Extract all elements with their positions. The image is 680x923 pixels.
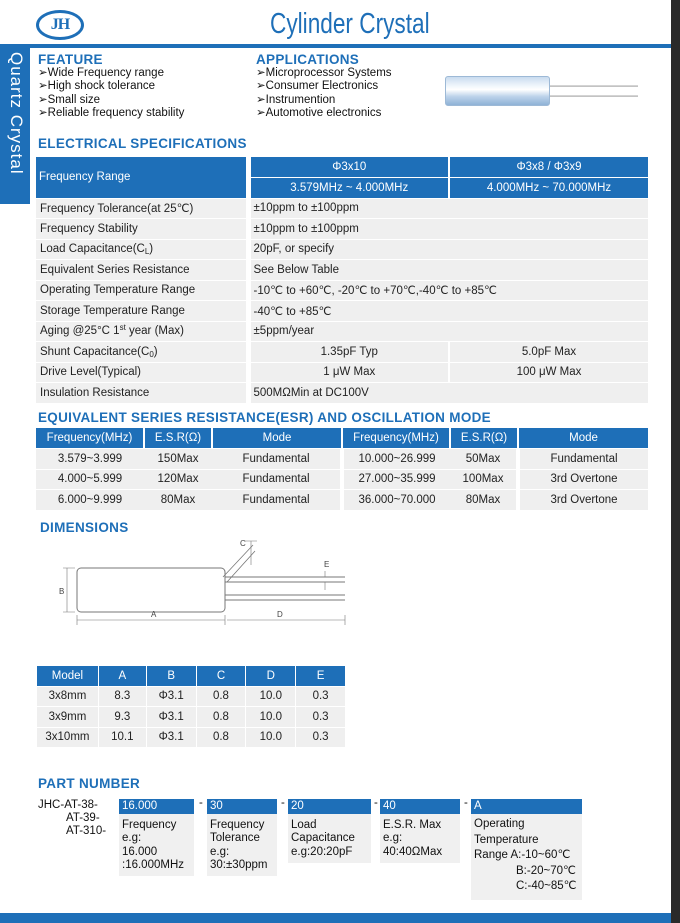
table-cell: 0.3 — [296, 707, 346, 728]
list-item: ➢Reliable frequency stability — [38, 107, 185, 120]
table-cell: Φ3.1 — [146, 686, 196, 707]
dim-label-a: A — [151, 610, 157, 619]
row-value: -40℃ to +85℃ — [248, 301, 648, 322]
table-cell: 3rd Overtone — [518, 469, 648, 490]
table-row — [36, 321, 648, 342]
table-cell: 0.8 — [196, 686, 246, 707]
col-header: Frequency(MHz) — [36, 428, 144, 449]
part-separator: - — [199, 797, 203, 809]
list-item: ➢Wide Frequency range — [38, 67, 164, 79]
row-label: Aging @25°C 1st year (Max) — [36, 321, 248, 342]
list-item: ➢Automotive electronics — [256, 107, 382, 120]
table-row — [37, 666, 346, 687]
table-row — [36, 428, 648, 449]
header-divider — [0, 44, 671, 48]
part-prefix: JHC-AT-38- AT-39- AT-310- — [38, 799, 107, 837]
part-code-frequency: 16.000 — [119, 799, 194, 814]
dimensions-table — [36, 665, 346, 748]
row-value: ±10ppm to ±100ppm — [248, 219, 648, 240]
table-cell: Fundamental — [212, 449, 342, 470]
table-cell: 0.8 — [196, 727, 246, 748]
dim-label-e: E — [324, 560, 330, 569]
part-desc-temperature: Operating Temperature Range A:-10~60℃ B:-20~70℃ C:-40~85℃ — [471, 814, 582, 900]
table-cell: 8.3 — [98, 686, 146, 707]
freq-range-label: Frequency Range — [36, 157, 248, 198]
table-cell: Φ3.1 — [146, 707, 196, 728]
table-cell: 10.0 — [246, 727, 296, 748]
row-label: Equivalent Series Resistance — [36, 260, 248, 281]
crystal-photo — [445, 76, 550, 106]
table-row — [36, 280, 648, 301]
row-value: -10℃ to +60℃, -20℃ to +70℃,-40℃ to +85℃ — [248, 280, 648, 301]
table-cell: 4.000~5.999 — [36, 469, 144, 490]
table-cell: Φ3.1 — [146, 727, 196, 748]
table-cell: 9.3 — [98, 707, 146, 728]
table-cell: 36.000~70.000 — [342, 490, 450, 511]
row-value: 1.35pF Typ — [248, 342, 449, 363]
table-cell: 27.000~35.999 — [342, 469, 450, 490]
table-row — [36, 301, 648, 322]
col-header: A — [98, 666, 146, 687]
table-row — [36, 469, 648, 490]
table-row — [37, 707, 346, 728]
dim-label-b: B — [59, 587, 65, 596]
col-range: 3.579MHz ~ 4.000MHz — [248, 178, 449, 199]
table-cell: 3.579~3.999 — [36, 449, 144, 470]
electrical-spec-table — [36, 157, 648, 404]
part-desc-tolerance: Frequency Tolerance e.g: 30:±30ppm — [207, 814, 277, 876]
table-cell: 10.0 — [246, 707, 296, 728]
row-label: Storage Temperature Range — [36, 301, 248, 322]
row-label: Load Capacitance(CL) — [36, 239, 248, 260]
part-code-esr: 40 — [380, 799, 460, 814]
feature-list — [38, 67, 184, 121]
table-cell: 3x10mm — [37, 727, 99, 748]
list-item: ➢Instrumention — [256, 93, 336, 106]
col-header: C — [196, 666, 246, 687]
table-cell: 6.000~9.999 — [36, 490, 144, 511]
part-number-title: PART NUMBER — [38, 776, 141, 791]
row-value: ±5ppm/year — [248, 321, 648, 342]
part-separator: - — [374, 797, 378, 809]
row-value: ±10ppm to ±100ppm — [248, 198, 648, 219]
table-cell: 10.0 — [246, 686, 296, 707]
list-item: ➢Microprocessor Systems — [256, 67, 392, 79]
part-code-load: 20 — [288, 799, 371, 814]
row-value: See Below Table — [248, 260, 648, 281]
col-header: Mode — [212, 428, 342, 449]
table-row — [36, 449, 648, 470]
dim-label-c: C — [240, 539, 246, 548]
table-row — [36, 362, 648, 383]
table-cell: 10.1 — [98, 727, 146, 748]
table-cell: 150Max — [144, 449, 212, 470]
table-row — [36, 219, 648, 240]
applications-title: APPLICATIONS — [256, 52, 360, 67]
table-cell: Fundamental — [212, 469, 342, 490]
feature-title: FEATURE — [38, 52, 103, 67]
table-cell: 3x9mm — [37, 707, 99, 728]
col-range: 4.000MHz ~ 70.000MHz — [449, 178, 648, 199]
table-row — [36, 490, 648, 511]
table-row — [37, 686, 346, 707]
part-desc-load: Load Capacitance e.g:20:20pF — [288, 814, 371, 863]
col-header: Φ3x10 — [248, 157, 449, 178]
col-header: Frequency(MHz) — [342, 428, 450, 449]
table-cell: 80Max — [450, 490, 518, 511]
list-item: ➢Consumer Electronics — [256, 80, 379, 93]
part-desc-esr: E.S.R. Max e.g: 40:40ΩMax — [380, 814, 460, 863]
col-header: E — [296, 666, 346, 687]
table-cell: 10.000~26.999 — [342, 449, 450, 470]
row-value: 5.0pF Max — [449, 342, 648, 363]
col-header: Model — [37, 666, 99, 687]
table-row — [36, 157, 648, 178]
table-cell: 0.3 — [296, 727, 346, 748]
col-header: Mode — [518, 428, 648, 449]
col-header: D — [246, 666, 296, 687]
table-cell: 0.8 — [196, 707, 246, 728]
page-title: Cylinder Crystal — [270, 8, 430, 40]
row-value: 1 μW Max — [248, 362, 449, 383]
table-row — [36, 198, 648, 219]
table-cell: Fundamental — [212, 490, 342, 511]
row-label: Insulation Resistance — [36, 383, 248, 404]
table-cell: Fundamental — [518, 449, 648, 470]
row-label: Operating Temperature Range — [36, 280, 248, 301]
row-label: Frequency Tolerance(at 25℃) — [36, 198, 248, 219]
table-row — [37, 727, 346, 748]
col-header: B — [146, 666, 196, 687]
table-cell: 100Max — [450, 469, 518, 490]
side-tab-label: Quartz Crystal — [7, 52, 26, 175]
list-item: ➢Small size — [38, 93, 101, 106]
crystal-body-outline — [77, 568, 225, 612]
dimension-diagram — [55, 535, 355, 635]
col-header: E.S.R(Ω) — [144, 428, 212, 449]
footer-bar — [0, 913, 671, 923]
electrical-title: ELECTRICAL SPECIFICATIONS — [38, 136, 247, 151]
col-header: Φ3x8 / Φ3x9 — [449, 157, 648, 178]
esr-table — [36, 428, 648, 511]
side-tab — [0, 44, 30, 204]
crystal-lead — [550, 85, 638, 87]
table-cell: 120Max — [144, 469, 212, 490]
row-label: Drive Level(Typical) — [36, 362, 248, 383]
part-code-tolerance: 30 — [207, 799, 277, 814]
part-desc-frequency: Frequency e.g: 16.000 :16.000MHz — [119, 814, 194, 876]
dimensions-title: DIMENSIONS — [40, 520, 129, 535]
row-value: 20pF, or specify — [248, 239, 648, 260]
dim-label-d: D — [277, 610, 283, 619]
row-value: 100 μW Max — [449, 362, 648, 383]
col-header: E.S.R(Ω) — [450, 428, 518, 449]
table-cell: 3x8mm — [37, 686, 99, 707]
table-row — [36, 342, 648, 363]
part-separator: - — [281, 797, 285, 809]
part-separator: - — [464, 797, 468, 809]
list-item: ➢High shock tolerance — [38, 80, 156, 93]
company-logo: JH — [36, 10, 84, 40]
table-row — [36, 260, 648, 281]
window-edge — [671, 0, 680, 923]
table-cell: 0.3 — [296, 686, 346, 707]
row-label: Frequency Stability — [36, 219, 248, 240]
table-cell: 3rd Overtone — [518, 490, 648, 511]
esr-title: EQUIVALENT SERIES RESISTANCE(ESR) AND OSCILLATION MODE — [38, 410, 491, 425]
applications-list — [256, 67, 392, 121]
crystal-lead — [550, 95, 638, 97]
table-cell: 80Max — [144, 490, 212, 511]
part-code-temperature: A — [471, 799, 582, 814]
table-cell: 50Max — [450, 449, 518, 470]
table-row — [36, 239, 648, 260]
row-label: Shunt Capacitance(C0) — [36, 342, 248, 363]
row-value: 500MΩMin at DC100V — [248, 383, 648, 404]
table-row — [36, 383, 648, 404]
